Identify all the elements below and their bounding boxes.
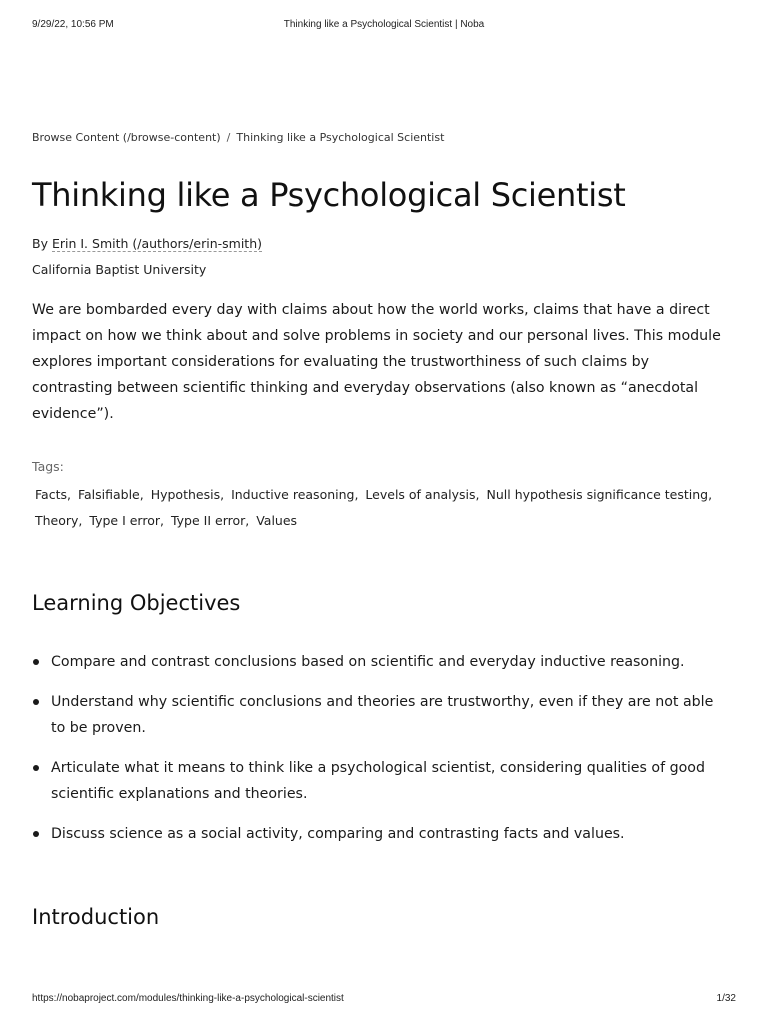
- tag-inductive-reasoning[interactable]: Inductive reasoning,: [231, 487, 359, 502]
- list-item: [32, 649, 732, 675]
- bullet-icon: [33, 699, 39, 705]
- tag-falsifiable[interactable]: Falsifiable,: [77, 487, 144, 502]
- print-url: https://nobaproject.com/modules/thinking-like-a-psychological-scientist: [32, 993, 344, 1004]
- breadcrumb: [32, 131, 444, 144]
- bullet-icon: [33, 831, 39, 837]
- tag-null-hypothesis-significance-testing[interactable]: Null hypothesis significance testing,: [486, 487, 713, 502]
- tags-label: Tags:: [32, 459, 64, 474]
- breadcrumb-separator: /: [226, 131, 231, 144]
- tag-theory[interactable]: Theory,: [35, 513, 83, 528]
- print-header: [32, 19, 736, 33]
- bullet-icon: [33, 765, 39, 771]
- print-page-number: 1/32: [716, 993, 736, 1004]
- introduction-heading: Introduction: [32, 905, 160, 929]
- print-datetime: 9/29/22, 10:56 PM: [32, 19, 114, 30]
- breadcrumb-browse-content-link[interactable]: Browse Content (/browse-content): [32, 131, 221, 144]
- print-page-title: Thinking like a Psychological Scientist | Noba: [283, 19, 485, 30]
- learning-objectives-heading: Learning Objectives: [32, 591, 241, 615]
- learning-objectives-list: [32, 649, 732, 861]
- bullet-icon: [33, 659, 39, 665]
- objective-text: Articulate what it means to think like a psychological scientist, considering qualities of good scientific explanations and theories.: [51, 760, 705, 802]
- breadcrumb-current: Thinking like a Psychological Scientist: [236, 131, 445, 144]
- author-link[interactable]: Erin I. Smith (/authors/erin-smith): [51, 236, 262, 251]
- page-title: Thinking like a Psychological Scientist: [32, 176, 626, 214]
- author-affiliation: California Baptist University: [32, 262, 207, 277]
- objective-text: Discuss science as a social activity, comparing and contrasting facts and values.: [51, 826, 625, 842]
- objective-text: Understand why scientific conclusions and theories are trustworthy, even if they are not able to be proven.: [51, 694, 714, 736]
- tag-type-ii-error[interactable]: Type II error,: [170, 513, 250, 528]
- list-item: [32, 755, 732, 807]
- tag-type-i-error[interactable]: Type I error,: [89, 513, 164, 528]
- print-footer: [32, 993, 736, 1007]
- module-abstract: We are bombarded every day with claims about how the world works, claims that have a direct impact on how we think about and solve problems in society and our personal lives. This module explores important considerations for evaluating the trustworthiness of such claims by contrasting between scientific thinking and everyday observations (also known as “anecdotal evidence”).: [32, 302, 721, 422]
- tag-levels-of-analysis[interactable]: Levels of analysis,: [365, 487, 480, 502]
- tag-values[interactable]: Values: [256, 513, 298, 528]
- tags-list: [35, 482, 725, 534]
- list-item: [32, 689, 732, 741]
- tag-facts[interactable]: Facts,: [35, 487, 71, 502]
- byline-label: By: [32, 236, 48, 251]
- objective-text: Compare and contrast conclusions based on scientific and everyday inductive reasoning.: [51, 654, 685, 670]
- byline: [32, 236, 262, 251]
- list-item: [32, 821, 732, 847]
- tag-hypothesis[interactable]: Hypothesis,: [150, 487, 225, 502]
